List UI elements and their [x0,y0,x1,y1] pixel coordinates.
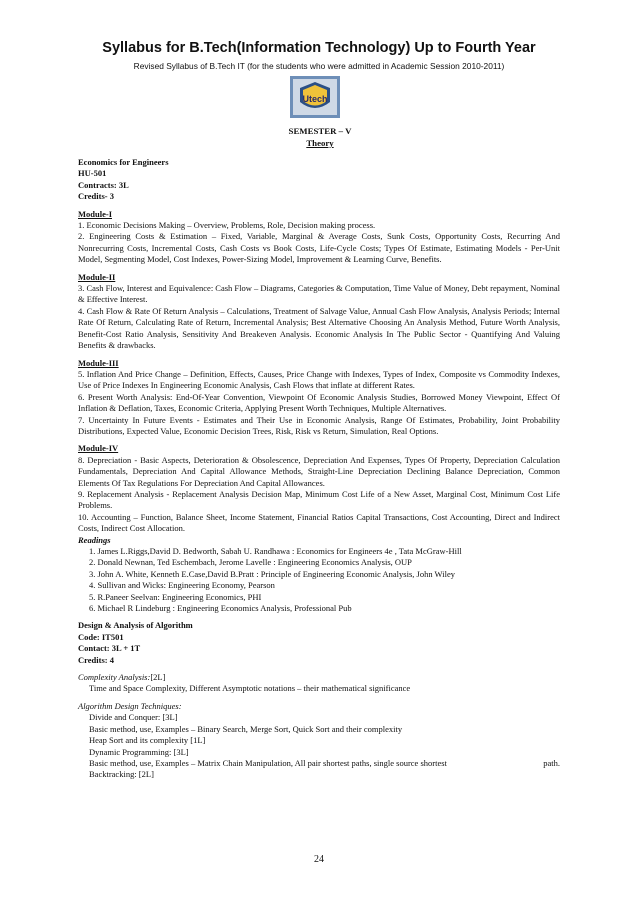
topic-line: Dynamic Programming: [3L] [89,746,189,757]
reading-item: 2. Donald Newnan, Ted Eschembach, Jerome Lavelle : Engineering Economics Analysis, OUP [89,557,412,568]
section-heading: Complexity Analysis:[2L] [78,672,166,683]
page-number: 24 [314,854,324,865]
readings-title: Readings [78,534,111,545]
module-paragraph: 7. Uncertainty In Future Events - Estimates and Their Use in Economic Analysis, Range Of Estimates, Probability, Joint Probability Distributions, Expected Value, Economic Decision Trees, Risk, Risk vs Return, Simulation, Real Options. [78,414,560,436]
module-paragraph: 10. Accounting – Function, Balance Sheet, Income Statement, Financial Ratios Capital Transactions, Cost Accounting, Direct and Indirect Costs, Indirect Cost Allocation. [78,511,560,534]
module-paragraph: 3. Cash Flow, Interest and Equivalence: Cash Flow – Diagrams, Categories & Computation, Time Value of Money, Debt repayment, Nominal & Effective Interest. [78,283,560,305]
topic-line: Divide and Conquer: [3L] [89,712,178,723]
module-title: Module-II [78,271,116,282]
topic-line: Backtracking: [2L] [89,769,154,780]
reading-item: 3. John A. White, Kenneth E.Case,David B.Pratt : Principle of Engineering Economic Analysis, John Wiley [89,568,455,579]
course-name: Economics for Engineers [78,157,169,167]
course-credits: Credits- 3 [78,191,114,202]
module-title: Module-I [78,208,112,219]
topic-line: Heap Sort and its complexity [1L] [89,735,206,746]
semester-heading [235,125,405,149]
module-title: Module-III [78,357,119,368]
course-contact: Contact: 3L + 1T [78,643,141,654]
trailing-word: path. [543,757,560,768]
module-title: Module-IV [78,443,119,454]
logo-text: Utech [302,94,328,104]
module-paragraph: 5. Inflation And Price Change – Definition, Effects, Causes, Price Change with Indexes, Types of Index, Composite vs Commodity Indexes, Use of Price Indexes In Engineering Economic Analysis, Cash Flows that inflate at different Rates. [78,368,560,391]
reading-item: 5. R.Paneer Seelvan: Engineering Economics, PHI [89,591,262,602]
module-paragraph: 9. Replacement Analysis - Replacement Analysis Decision Map, Minimum Cost Life of a New Asset, Marginal Cost, Minimum Cost Life Problems. [78,488,560,511]
university-logo [290,76,340,118]
semester-label: SEMESTER – V [288,126,352,136]
course-credits: Credits: 4 [78,654,114,665]
reading-item: 4. Sullivan and Wicks: Engineering Economy, Pearson [89,580,275,591]
course-code: Code: IT501 [78,631,124,642]
course-contracts: Contracts: 3L [78,179,129,190]
topic-line: Basic method, use, Examples – Matrix Chain Manipulation, All pair shortest paths, single source shortest path. [89,757,560,768]
course-code: HU-501 [78,168,107,179]
module-paragraph: 1. Economic Decisions Making – Overview, Problems, Role, Decision making process. [78,220,376,231]
reading-item: 1. James L.Riggs,David D. Bedworth, Sabah U. Randhawa : Economics for Engineers 4e , Tata McGraw-Hill [89,546,462,556]
reading-item: 6. Michael R Lindeburg : Engineering Economics Analysis, Professional Pub [89,603,352,614]
syllabus-body [78,157,560,781]
document-title: Syllabus for B.Tech(Information Technology) Up to Fourth Year [102,40,536,56]
section-text: Time and Space Complexity, Different Asymptotic notations – their mathematical significance [89,683,411,694]
topic-line: Basic method, use, Examples – Binary Search, Merge Sort, Quick Sort and their complexity [89,723,403,734]
module-paragraph: 4. Cash Flow & Rate Of Return Analysis – Calculations, Treatment of Salvage Value, Annual Cash Flow Analysis, Analysis Periods; Internal Rate Of Return, Calculating Rate of Return, Incremental Analysis; Best Alternative Choosing An Analysis Method, Future Worth Analysis, Benefit-Cost Ratio Analysis, Sensitivity And Breakeven Analysis. Economic Analysis In The Public Sector - Quantifying And Valuing Benefits & drawbacks. [78,305,560,351]
module-paragraph: 8. Depreciation - Basic Aspects, Deterioration & Obsolescence, Depreciation And Expenses, Types Of Property, Depreciation Calculation Fundamentals, Depreciation And Capital Allowance Methods, Straight-Line Depreciation Declining Balance Depreciation, Common Elements Of Tax Regulations For Depreciation And Capital Allowances. [78,454,560,488]
module-paragraph: 6. Present Worth Analysis: End-Of-Year Convention, Viewpoint Of Economic Analysis Studies, Borrowed Money Viewpoint, Effect Of Inflation & Deflation, Taxes, Economic Criteria, Applying Present Worth Techniques, Multiple Alternatives. [78,391,560,414]
document-subtitle: Revised Syllabus of B.Tech IT (for the students who were admitted in Academic Session 2010-2011) [133,61,505,71]
module-paragraph: 2. Engineering Costs & Estimation – Fixed, Variable, Marginal & Average Costs, Sunk Costs, Opportunity Costs, Recurring And Nonrecurring Costs, Incremental Costs, Cash Costs vs Book Costs, Life-Cycle Costs; Types Of Estimate, Estimating Models - Per-Unit Model, Segmenting Model, Cost Indexes, Power-Sizing Model, Improvement & Learning Curve, Benefits. [78,231,560,265]
semester-type: Theory [306,138,334,148]
course-name: Design & Analysis of Algorithm [78,620,193,631]
section-heading: Algorithm Design Techniques: [78,700,182,711]
